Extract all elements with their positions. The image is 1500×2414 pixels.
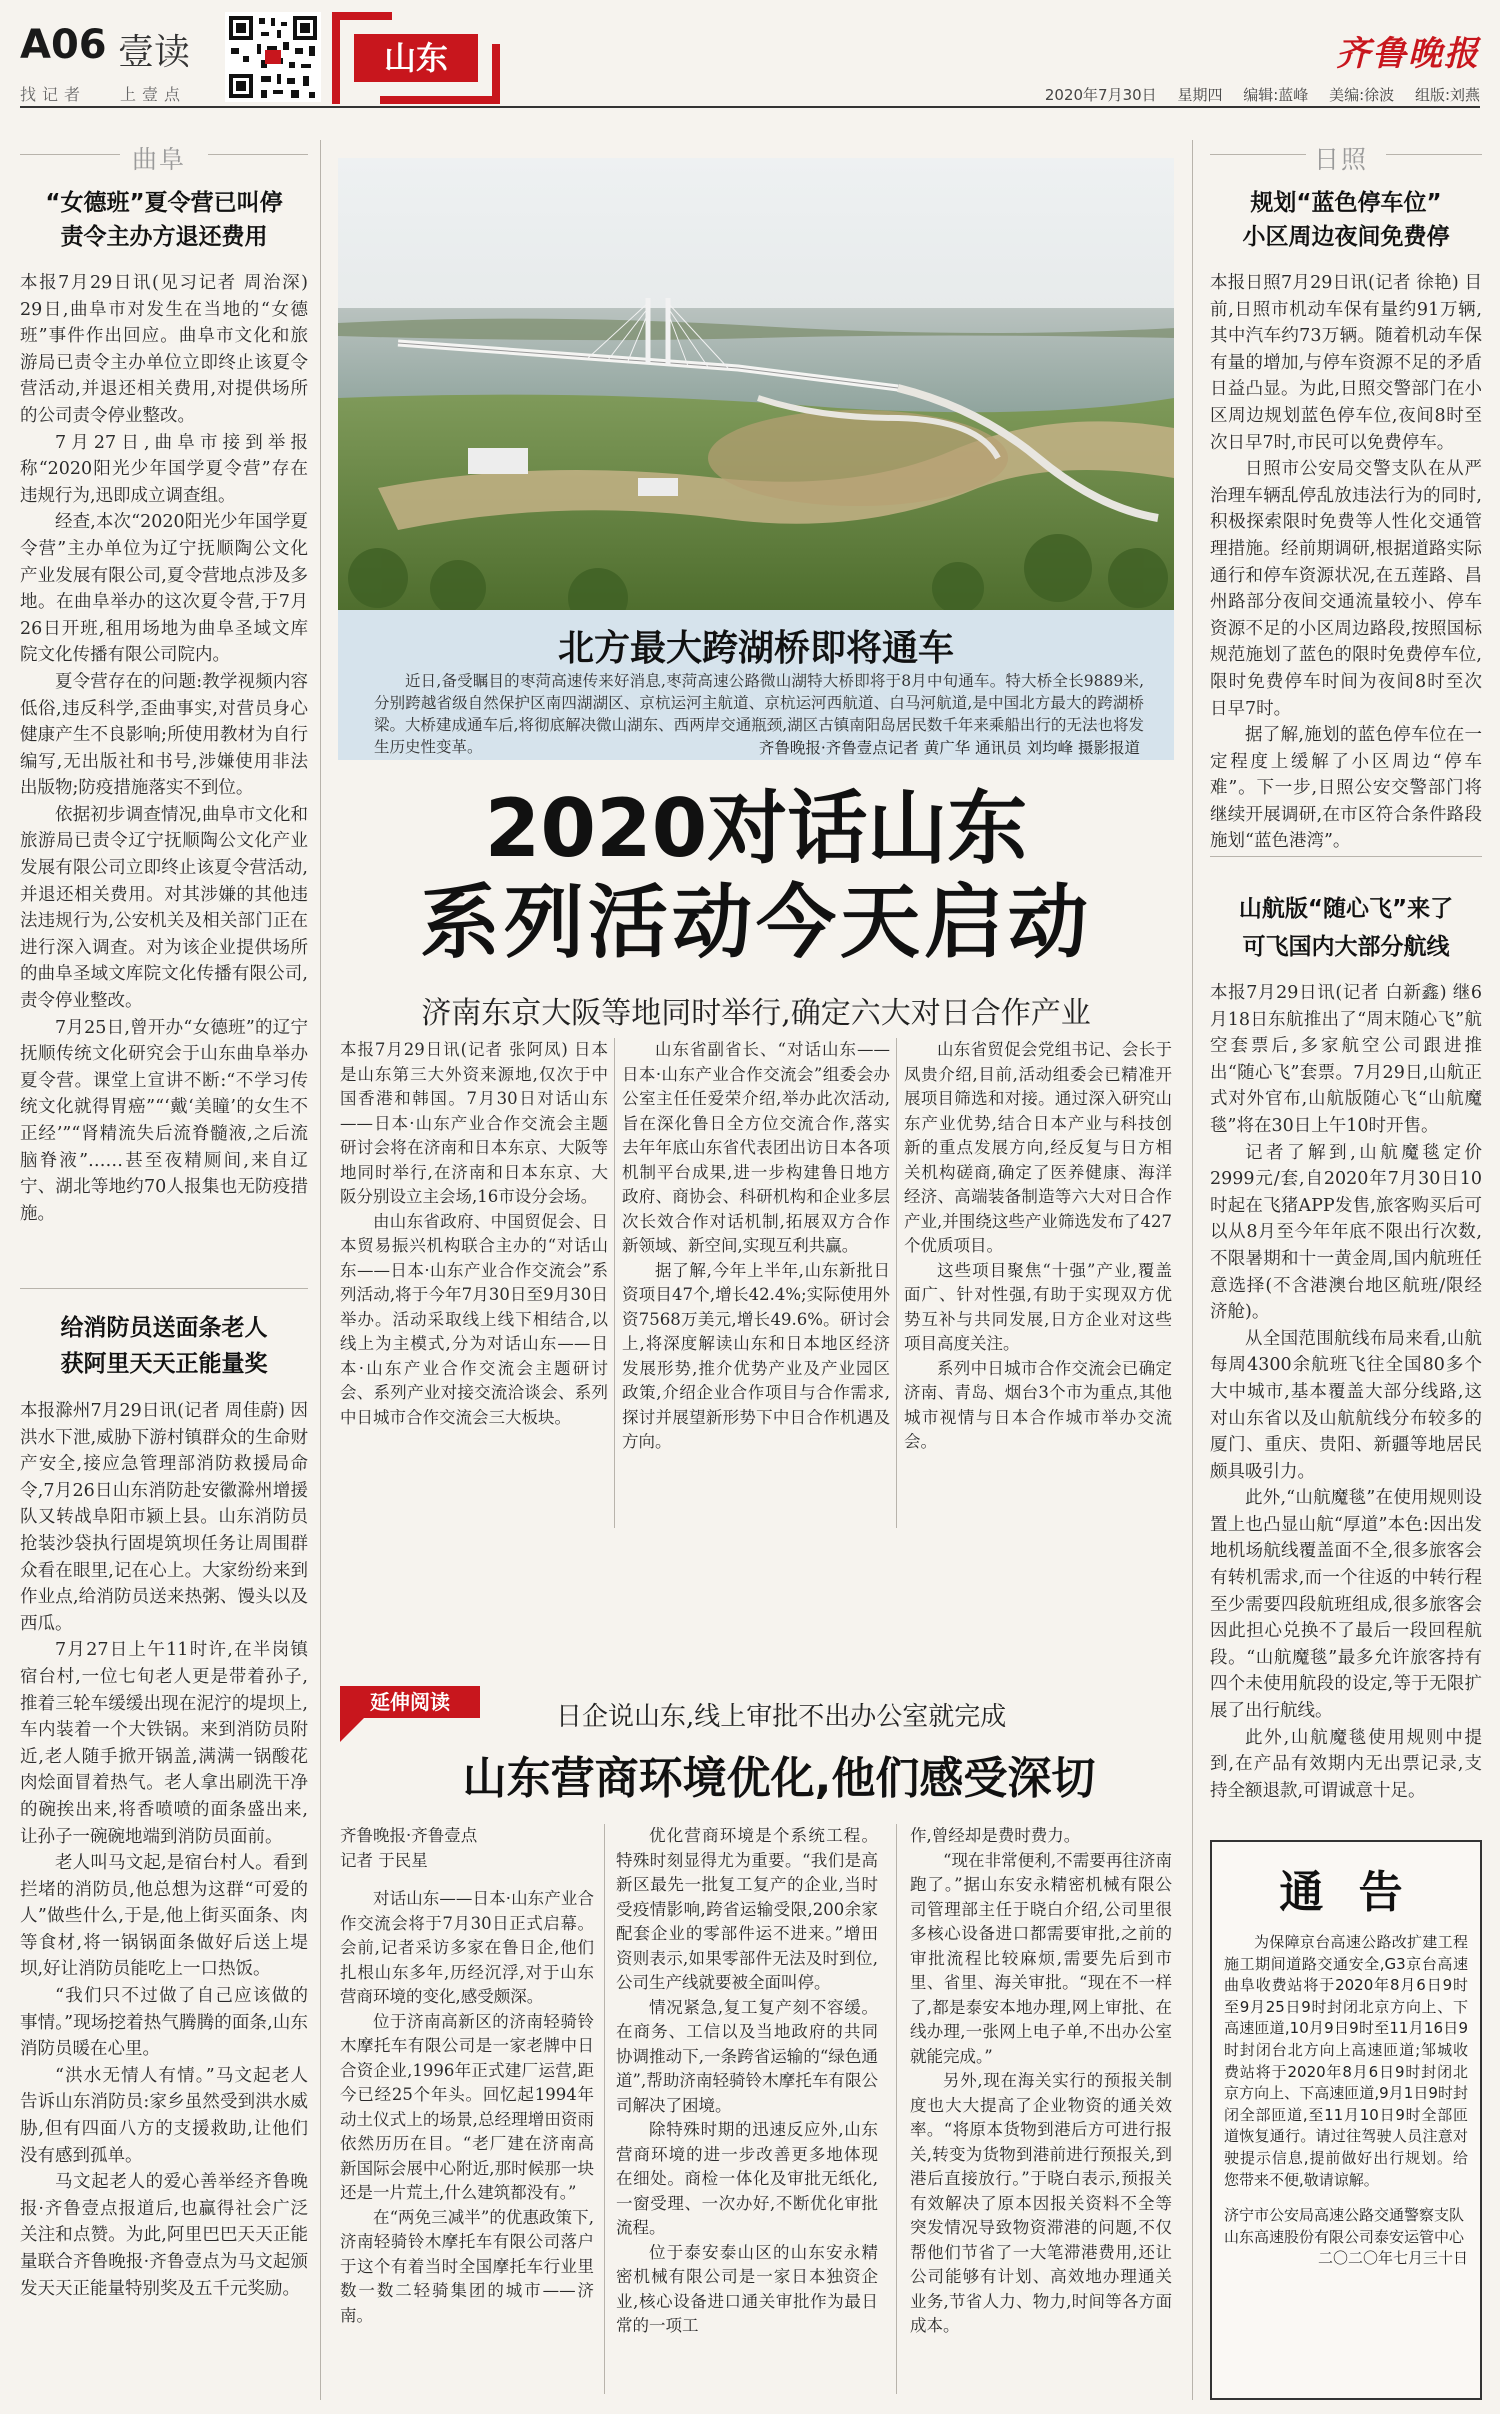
article-paragraph: 经查,本次“2020阳光少年国学夏令营”主办单位为辽宁抚顺陶公文化产业发展有限公司,夏令营地点涉及多地。在曲阜举办的这次夏令营,于7月26日开班,租用场地为曲阜圣域文库院文化传播有限公司院内。 xyxy=(20,512,308,666)
article-paragraph: 另外,现在海关实行的预报关制度也大大提高了企业物资的通关效率。“将原本货物到港后方可进行报关,转变为货物到港前进行预报关,到港后直接放行。”于晓白表示,预报关有效解决了原本因报关资料不全等突发情况导致物资滞港的问题,不仅帮他们节省了一大笔滞港费用,还让公司能够有计划、高效地办理通关业务,节省人力、物力,时间等各方面成本。 xyxy=(910,2071,1172,2335)
issue-weekday: 星期四 xyxy=(1177,86,1223,104)
article-paragraph: 据了解,今年上半年,山东新批日资项目47个,增长42.4%;实际使用外资7568万美元,增长49.6%。研讨会上,将深度解读山东和日本地区经济发展形势,推介优势产业及产业园区政策,介绍企业合作项目与合作需求,探讨并展望新形势下中日合作机遇及方向。 xyxy=(622,1260,890,1451)
article-paragraph: 除特殊时期的迅速反应外,山东营商环境的进一步改善更多地体现在细处。商检一体化及审批无纸化,一窗受理、一次办好,不断优化审批流程。 xyxy=(616,2120,878,2237)
extended-reading-corner xyxy=(340,1718,364,1742)
newspaper-logo: 齐鲁晚报 xyxy=(1336,34,1480,74)
article-paragraph: 7月27日,曲阜市接到举报称“2020阳光少年国学夏令营”存在违规行为,迅即成立调查组。 xyxy=(20,432,308,506)
photo-caption-text: 近日,备受瞩目的枣菏高速传来好消息,枣菏高速公路微山湖特大桥即将于8月中旬通车。特大桥全长9889米,分别跨越省级自然保护区南四湖湖区、京杭运河主航道、京杭运河西航道、白马河航道,是中国北方最大的跨湖桥梁。大桥建成通车后,将彻底解决微山湖东、西两岸交通瓶颈,湖区古镇南阳岛居民数千年来乘船出行的无法也将发生历史性变革。 xyxy=(374,672,1144,756)
page-number: A06 xyxy=(20,22,107,68)
qr-code-icon xyxy=(225,12,321,102)
editor-credit: 编辑:蓝峰 xyxy=(1243,86,1309,104)
extended-byline-2: 记者 于民星 xyxy=(340,1850,428,1870)
extended-byline-1: 齐鲁晚报·齐鲁壹点 xyxy=(340,1826,478,1845)
masthead xyxy=(0,0,1500,110)
main-article-col2 xyxy=(622,1038,890,1538)
extended-headline: 山东营商环境优化,他们感受深切 xyxy=(462,1753,1096,1804)
photo-credit: 齐鲁晚报·齐鲁壹点记者 黄广华 通讯员 刘均峰 摄影报道 xyxy=(758,739,1140,757)
article-paragraph: 据了解,施划的蓝色停车位在一定程度上缓解了小区周边“停车难”。下一步,日照公安交警部门将继续开展调研,在市区符合条件路段施划“蓝色港湾”。 xyxy=(1210,725,1482,852)
article-qufu xyxy=(20,270,308,1224)
tagline-left: 找记者 xyxy=(20,85,87,104)
notice-signatory-1: 济宁市公安局高速公路交通警察支队 xyxy=(1224,2206,1465,2225)
notice-text: 为保障京台高速公路改扩建工程施工期间道路交通安全,G3京台高速曲阜收费站将于2020年8月6日9时至9月25日9时封闭北京方向上、下高速匝道,10月9日9时至11月16日9时封闭台北方向上高速匝道;邹城收费站将于2020年8月6日9时封闭北京方向上、下高速匝道,9月1日9时封闭全部匝道,至11月10日9时全部匝道恢复通行。请过往驾驶人员注意对驶提示信息,提前做好出行规划。给您带来不便,敬请谅解。 xyxy=(1224,1933,1468,2189)
article-paragraph: 夏令营存在的问题:教学视频内容低俗,违反科学,歪曲事实,对营员身心健康产生不良影响;所使用教材为自行编写,无出版社和书号,涉嫌使用非法出版物;防疫措施落实不到位。 xyxy=(20,671,308,799)
photo-caption-box xyxy=(338,610,1174,760)
headline-airline: 山航版“随心飞”来了 可飞国内大部分航线 xyxy=(1238,896,1454,960)
article-paragraph: 本报7月29日讯(记者 白新鑫) 继6月18日东航推出了“周末随心飞”航空套票后,多家航空公司跟进推出“随心飞”套票。7月29日,山航正式对外官布,山航版随心飞“山航魔毯”将在30日上午10时开售。 xyxy=(1210,983,1482,1136)
extended-col3 xyxy=(910,1824,1172,2398)
article-paragraph: 此外,“山航魔毯”在使用规则设置上也凸显山航“厚道”本色:因出发地机场航线覆盖面不全,很多旅客会有转机需求,而一个往返的中转行程至少需要四段航班组成,很多旅客会因此担心兑换不了最后一段回程航段。“山航魔毯”最多允许旅客持有四个未使用航段的设定,等于无限扩展了出行航线。 xyxy=(1210,1488,1482,1722)
date-line xyxy=(1045,84,1480,105)
art-credit: 美编:徐波 xyxy=(1329,86,1395,104)
section-divider xyxy=(20,1288,308,1289)
headline-qufu: “女德班”夏令营已叫停 责令主办方退还费用 xyxy=(45,190,283,250)
extended-col1 xyxy=(340,1824,594,2398)
article-paragraph: 记者了解到,山航魔毯定价2999元/套,自2020年7月30日10时起在飞猪APP发售,旅客购买后可以从8月至今年年底不限出行次数,不限暑期和十一黄金周,国内航班任意选择(不含港澳台地区航班/限经济舱)。 xyxy=(1210,1142,1482,1323)
main-headline-line1: 2020对话山东 xyxy=(484,782,1028,875)
center-column xyxy=(334,158,1178,2398)
article-paragraph: 本报7月29日讯(记者 张阿凤) 日本是山东第三大外资来源地,仅次于中国香港和韩国。7月30日对话山东——日本·山东产业合作交流会主题研讨会将在济南和日本东京、大阪等地同时举行,在济南和日本东京、大阪分别设立主会场,16市设分会场。 xyxy=(340,1040,608,1206)
article-paragraph: 7月25日,曾开办“女德班”的辽宁抚顺传统文化研究会于山东曲阜举办夏令营。课堂上宣讲不断:“不学习传统文化就得胃癌”“‘戴‘美瞳’的女生不正经’”“肾精流失后流脊髓液,之后流脑脊液”……甚至夜精厕间,来自辽宁、湖北等地约70人报集也无防疫措施。 xyxy=(20,1017,308,1224)
article-paragraph: “洪水无情人有情。”马文起老人告诉山东消防员:家乡虽然受到洪水威胁,但有四面八方的支援救助,让他们没有感到孤单。 xyxy=(20,2065,308,2166)
extended-kicker: 日企说山东,线上审批不出办公室就完成 xyxy=(556,1702,1007,1732)
article-paragraph: 山东省贸促会党组书记、会长于凤贵介绍,目前,活动组委会已精准开展项目筛选和对接。通过深入研究山东产业优势,结合日本产业与科技创新的重点发展方向,经反复与日方相关机构磋商,确定了医养健康、海洋经济、高端装备制造等六大对日合作产业,并围绕这些产业筛选发布了427个优质项目。 xyxy=(904,1040,1172,1255)
article-paragraph: 由山东省政府、中国贸促会、日本贸易振兴机构联合主办的“对话山东——日本·山东产业合作交流会”系列活动,将于今年7月30日至9月30日举办。活动采取线上线下相结合,以线上为主模式,分为对话山东——日本·山东产业合作交流会主题研讨会、系列产业对接交流洽谈会、系列中日城市合作交流会三大板块。 xyxy=(340,1211,608,1427)
article-firefighter xyxy=(20,1398,308,2400)
right-column-rule xyxy=(1192,140,1193,2400)
traffic-notice xyxy=(1210,1840,1482,2400)
masthead-rule xyxy=(20,106,1480,108)
article-paragraph: 位于泰安泰山区的山东安永精密机械有限公司是一家日本独资企业,核心设备进口通关审批作为最日常的一项工 xyxy=(616,2242,878,2335)
main-headline-line2: 系列活动今天启动 xyxy=(420,876,1092,969)
region-label: 山东 xyxy=(354,34,478,82)
extended-reading-label: 延伸阅读 xyxy=(370,1690,450,1714)
extended-col2 xyxy=(616,1824,878,2398)
left-column xyxy=(20,140,308,2400)
section-name: 壹读 xyxy=(118,32,191,73)
article-paragraph: 山东省副省长、“对话山东——日本·山东产业合作交流会”组委会办公室主任任爱荣介绍,举办此次活动,旨在深化鲁日全方位交流合作,落实去年年底山东省代表团出访日本各项机制平台成果,进一步构建鲁日地方政府、商协会、科研机构和企业多层次长效合作对话机制,拓展双方合作新领域、新空间,实现互利共赢。 xyxy=(622,1040,890,1255)
article-paragraph: 本报7月29日讯(见习记者 周治深) 29日,曲阜市对发生在当地的“女德班”事件作出回应。曲阜市文化和旅游局已责令主办单位立即终止该夏令营活动,并退还相关费用,对提供场所的公司责令停业整改。 xyxy=(20,273,308,426)
bridge-photo xyxy=(338,158,1174,610)
article-paragraph: 优化营商环境是个系统工程。特殊时刻显得尤为重要。“我们是高新区最先一批复工复产的企业,当时受疫情影响,跨省运输受限,200余家配套企业的零部件运不进来。”增田资则表示,如果零部件无法及时到位,公司生产线就要被全面叫停。 xyxy=(616,1826,878,1992)
article-paragraph: 从全国范围航线布局来看,山航每周4300余航班飞往全国80多个大中城市,基本覆盖大部分线路,这对山东省以及山航航线分布较多的厦门、重庆、贵阳、新疆等地居民颇具吸引力。 xyxy=(1210,1328,1482,1482)
article-paragraph: 依据初步调查情况,曲阜市文化和旅游局已责令辽宁抚顺陶公文化产业发展有限公司立即终止该夏令营活动,并退还相关费用。对其涉嫌的其他违法违规行为,公安机关及相关部门正在进行深入调查。对为该企业提供场所的曲阜圣域文库院文化传播有限公司,责令停业整改。 xyxy=(20,804,308,1012)
article-paragraph: 本报滁州7月29日讯(记者 周佳蔚) 因洪水下泄,威胁下游村镇群众的生命财产安全,接应急管理部消防救援局命令,7月26日山东消防赴安徽滁州增援队又转战阜阳市颍上县。山东消防员抢装沙袋执行固堤筑坝任务让周围群众看在眼里,记在心上。大家纷纷来到作业点,给消防员送来热粥、馒头以及西瓜。 xyxy=(20,1401,308,1634)
headline-firefighter: 给消防员送面条老人 获阿里天天正能量奖 xyxy=(60,1315,268,1377)
article-paragraph: 这些项目聚焦“十强”产业,覆盖面广、针对性强,有助于实现双方优势互补与共同发展,日方企业对这些项目高度关注。 xyxy=(904,1260,1172,1353)
article-paragraph: 系列中日城市合作交流会已确定济南、青岛、烟台3个市为重点,其他城市视情与日本合作城市举办交流会。 xyxy=(904,1358,1172,1451)
article-paragraph: 7月27日上午11时许,在半岗镇宿台村,一位七旬老人更是带着孙子,推着三轮车缓缓出现在泥泞的堤坝上,车内装着一个大铁锅。来到消防员附近,老人随手掀开锅盖,满满一锅酸花肉烩面冒着热气。老人拿出刷洗干净的碗挨出来,将香喷喷的面条盛出来,让孙子一碗碗地端到消防员面前。 xyxy=(20,1640,308,1847)
article-paragraph: 作,曾经却是费时费力。 xyxy=(910,1826,1081,1845)
article-airline xyxy=(1210,980,1482,1832)
notice-signatory-2: 山东高速股份有限公司泰安运管中心 xyxy=(1224,2227,1465,2246)
notice-date: 二〇二〇年七月三十日 xyxy=(1317,2249,1468,2268)
main-headline xyxy=(334,782,1178,970)
article-paragraph: 日照市公安局交警支队在从严治理车辆乱停乱放违法行为的同时,积极探索限时免费等人性化交通管理措施。经前期调研,根据道路实际通行和停车资源状况,在五莲路、昌州路部分夜间交通流量较小、停车资源不足的小区周边路段,按照国标规范施划了蓝色的限时免费停车位,限时免费停车时间为夜间8时至次日早7时。 xyxy=(1210,459,1482,719)
region-tag-rizhao: 日照 xyxy=(1314,145,1369,174)
extended-reading-tag xyxy=(340,1686,480,1718)
photo-caption-title: 北方最大跨湖桥即将通车 xyxy=(557,628,954,669)
headline-parking: 规划“蓝色停车位” 小区周边夜间免费停 xyxy=(1242,190,1450,250)
article-paragraph: 马文起老人的爱心善举经齐鲁晚报·齐鲁壹点报道后,也赢得社会广泛关注和点赞。为此,阿里巴巴天天正能量联合齐鲁晚报·齐鲁壹点为马文起颁发天天正能量特别奖及五千元奖励。 xyxy=(20,2172,308,2299)
article-parking xyxy=(1210,270,1482,990)
main-article-col1 xyxy=(340,1038,608,1538)
article-paragraph: “现在非常便利,不需要再往济南跑了。”据山东安永精密机械有限公司管理部主任于晓白介绍,公司里很多核心设备进口都需要审批,之前的审批流程比较麻烦,需要先后到市里、省里、海关审批。“现在不一样了,都是泰安本地办理,网上审批、在线办理,一张网上电子单,不出办公室就能完成。” xyxy=(910,1850,1172,2066)
article-paragraph: “我们只不过做了自己应该做的事情。”现场挖着热气腾腾的面条,山东消防员暖在心里。 xyxy=(20,1986,308,2060)
main-subtitle: 济南东京大阪等地同时举行,确定六大对日合作产业 xyxy=(421,996,1091,1031)
main-article-col3 xyxy=(904,1038,1172,1538)
article-paragraph: 在“两免三减半”的优惠政策下,济南轻骑铃木摩托车有限公司落户于这个有着当时全国摩托车行业里数一数二轻骑集团的城市——济南。 xyxy=(340,2207,594,2325)
article-paragraph: 对话山东——日本·山东产业合作交流会将于7月30日正式启幕。会前,记者采访多家在鲁日企,他们扎根山东多年,历经沉浮,对于山东营商环境的变化,感受颇深。 xyxy=(340,1889,594,2006)
article-paragraph: 位于济南高新区的济南轻骑铃木摩托车有限公司是一家老牌中日合资企业,1996年正式建厂运营,距今已经25个年头。回忆起1994年动土仪式上的场景,总经理增田资雨依然历历在目。“老厂建在济南高新国际会展中心附近,那时候那一块还是一片荒土,什么建筑都没有。” xyxy=(340,2011,594,2202)
right-column xyxy=(1210,140,1482,2400)
article-paragraph: 此外,山航魔毯使用规则中提到,在产品有效期内无出票记录,支持全额退款,可谓诚意十足。 xyxy=(1210,1727,1482,1801)
section-divider xyxy=(1210,856,1482,857)
tagline-right: 上壹点 xyxy=(120,85,187,104)
issue-date: 2020年7月30日 xyxy=(1044,86,1157,104)
notice-title: 通 告 xyxy=(1279,1867,1413,1918)
region-banner xyxy=(332,12,500,104)
article-paragraph: 老人叫马文起,是宿台村人。看到拦堵的消防员,他总想为这群“可爱的人”做些什么,于是,他上街买面条、肉等食材,将一锅锅面条做好后送上堤坝,好让消防员能吃上一口热饭。 xyxy=(20,1853,308,1980)
article-paragraph: 本报日照7月29日讯(记者 徐艳) 目前,日照市机动车保有量约91万辆,其中汽车约73万辆。随着机动车保有量的增加,与停车资源不足的矛盾日益凸显。为此,日照交警部门在小区周边规划蓝色停车位,夜间8时至次日早7时,市民可以免费停车。 xyxy=(1210,273,1482,453)
left-column-rule xyxy=(320,140,321,2400)
region-tag-qufu: 曲阜 xyxy=(132,145,187,174)
article-paragraph: 情况紧急,复工复产刻不容缓。在商务、工信以及当地政府的共同协调推动下,一条跨省运输的“绿色通道”,帮助济南轻骑铃木摩托车有限公司解决了困境。 xyxy=(616,1997,878,2115)
proof-credit: 组版:刘燕 xyxy=(1414,86,1480,104)
